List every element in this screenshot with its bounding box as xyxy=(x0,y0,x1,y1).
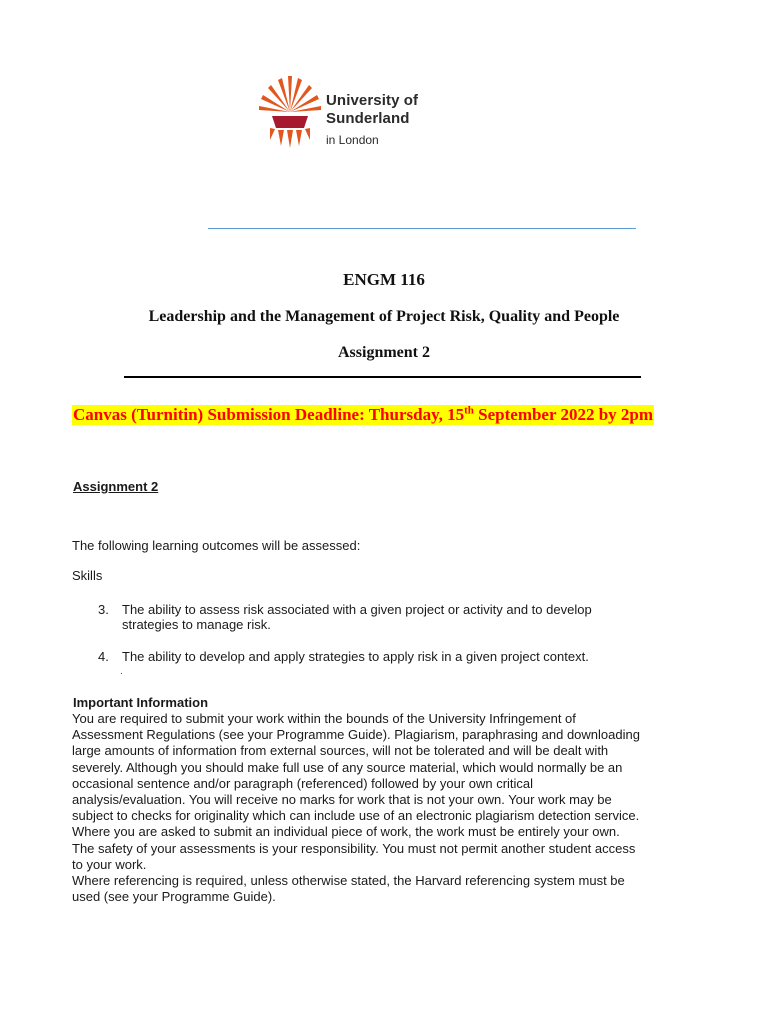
deadline-prefix: Canvas (Turnitin) Submission Deadline: Thursday, 15 xyxy=(73,405,465,424)
info-line: occasional sentence and/or paragraph (referenced) followed by your own critical xyxy=(72,775,534,791)
university-logo xyxy=(258,74,458,154)
important-info-heading: Important Information xyxy=(73,695,209,710)
info-line: Where you are asked to submit an individual piece of work, the work must be entirely your own. xyxy=(72,824,620,840)
info-line: The safety of your assessments is your responsibility. You must not permit another student access xyxy=(72,840,636,856)
blue-divider xyxy=(208,228,636,229)
course-title: Leadership and the Management of Project Risk, Quality and People xyxy=(148,308,620,325)
deadline-suffix: September 2022 by 2pm xyxy=(473,405,654,424)
skills-label: Skills xyxy=(72,568,103,583)
sunburst-logo-icon xyxy=(258,74,322,150)
logo-text-sunderland: Sunderland xyxy=(326,110,410,127)
info-line: subject to checks for originality which can include use of an electronic plagiarism detection service. xyxy=(72,808,640,824)
info-line: Assessment Regulations (see your Programme Guide). Plagiarism, paraphrasing and downloading xyxy=(72,727,640,743)
info-line: Where referencing is required, unless otherwise stated, the Harvard referencing system must be xyxy=(72,873,625,889)
list-item-line: strategies to manage risk. xyxy=(122,617,271,632)
info-line: used (see your Programme Guide). xyxy=(72,889,276,905)
list-item-line: The ability to develop and apply strategies to apply risk in a given project context. xyxy=(122,649,589,664)
logo-text-in-london: in London xyxy=(326,133,379,147)
info-line: analysis/evaluation. You will receive no marks for work that is not your own. Your work may be xyxy=(72,792,612,808)
black-divider xyxy=(124,376,641,378)
info-line: You are required to submit your work within the bounds of the University Infringement of xyxy=(72,711,576,726)
deadline-superscript: th xyxy=(464,404,474,417)
important-info-body xyxy=(72,711,712,905)
assignment-heading: Assignment 2 xyxy=(337,344,430,361)
submission-deadline xyxy=(72,405,654,425)
outcomes-intro: The following learning outcomes will be assessed: xyxy=(72,538,361,553)
section-heading: Assignment 2 xyxy=(73,479,159,494)
info-line: to your work. xyxy=(72,856,147,872)
info-line: severely. Although you should make full use of any source material, which would normally be an xyxy=(72,759,623,775)
list-item-number: 4. xyxy=(98,649,109,664)
list-item-number: 3. xyxy=(98,602,109,617)
course-code: ENGM 116 xyxy=(343,270,425,289)
stray-dot: . xyxy=(120,666,123,677)
info-line: large amounts of information from external sources, will not be tolerated and will be dealt with xyxy=(72,743,609,759)
list-item-line: The ability to assess risk associated with a given project or activity and to develop xyxy=(122,602,592,617)
logo-text-university-of: University of xyxy=(326,92,419,109)
